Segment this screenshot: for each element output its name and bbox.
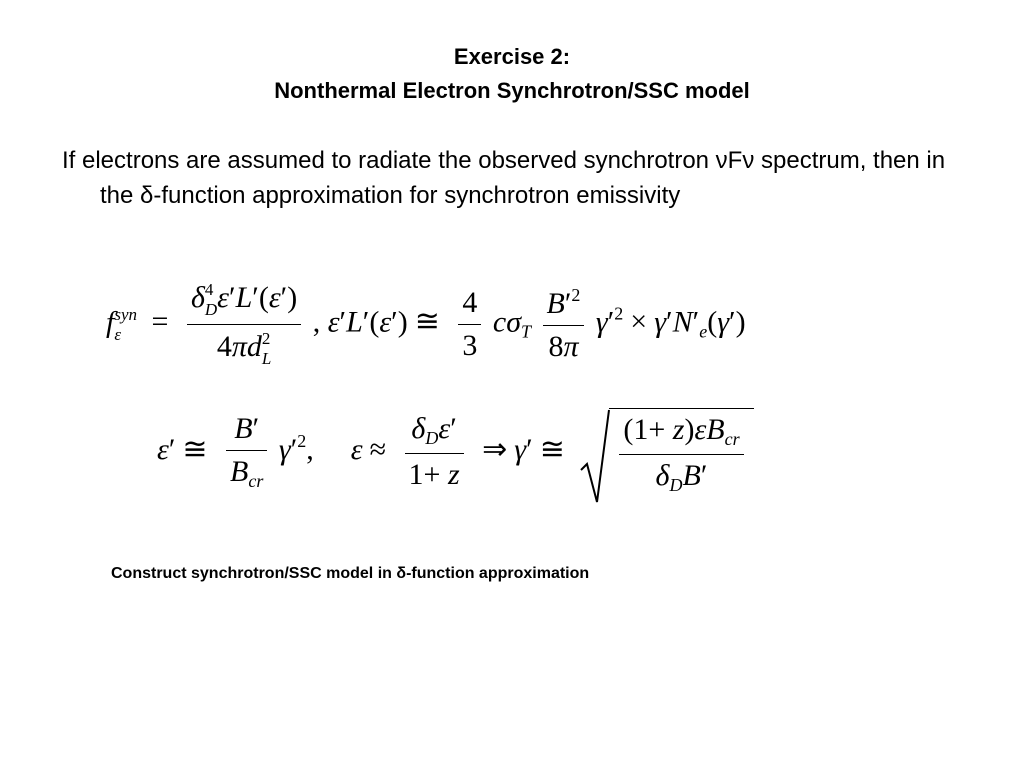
equation-synchrotron-flux: f syn ε = δ 4 D ε′L′(ε′) 4πd 2 L , ε′L′(ε′) ≅ $\frac{4}{3}$ $c\sigma_T$ $\frac{B'^2}{8\pi}$ $\gamma'^2 \times \gamma'N'_e(\gamma')$ — [106, 280, 746, 368]
square-root — [579, 408, 753, 496]
title-line-2: Nonthermal Electron Synchrotron/SSC model — [274, 78, 750, 103]
equation-lorentz-factor: ε′ ≅ $\frac{B'}{B_{cr}}$ $\gamma'^2$, ε ≈ $\frac{\delta_D\varepsilon'}{1+ z}$ ⇒ γ′ ≅ $\frac{(1+ z)\varepsilon B_{cr}}{\delta_DB'}$ — [157, 408, 754, 496]
flux-fraction: δ 4 D ε′L′(ε′) 4πd 2 L — [187, 280, 301, 369]
task-note: Construct synchrotron/SSC model in δ-function approximation — [111, 565, 590, 582]
sqrt-fraction: $\frac{(1+ z)\varepsilon B_{cr}}{\delta_DB'}$ — [619, 413, 743, 496]
slide-title — [0, 40, 1024, 108]
magnetic-energy-fraction: $\frac{B'^2}{8\pi}$ — [543, 285, 585, 364]
field-ratio-fraction: $\frac{B'}{B_{cr}}$ — [226, 412, 267, 492]
title-line-1: Exercise 2: — [453, 44, 571, 69]
doppler-fraction: $\frac{\delta_D\varepsilon'}{1+ z}$ — [405, 412, 464, 492]
four-thirds-fraction: $\frac{4}{3}$ — [458, 286, 481, 363]
intro-paragraph: If electrons are assumed to radiate the observed synchrotron νFν spectrum, then in the δ-function approximation for synchrotron emissivity — [62, 147, 946, 209]
